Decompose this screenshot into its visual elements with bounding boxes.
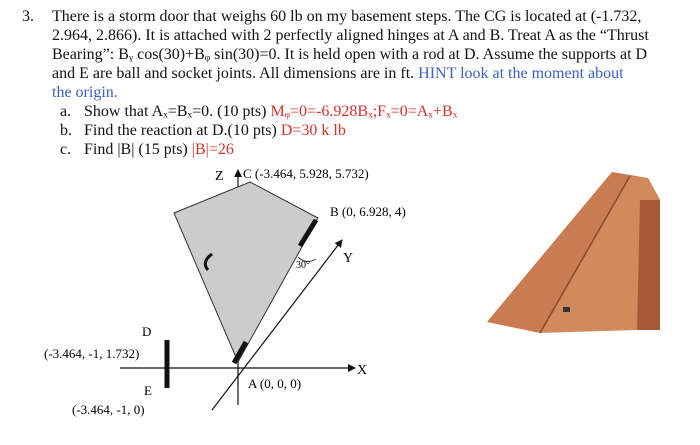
part-b-label: b. bbox=[60, 122, 72, 139]
point-E-coords: (-3.464, -1, 0) bbox=[72, 402, 145, 417]
part-b-text: Find the reaction at D.(10 pts) bbox=[84, 122, 281, 139]
part-a-label: a. bbox=[60, 103, 72, 120]
point-A-label: A (0, 0, 0) bbox=[248, 376, 302, 391]
hint-text: HINT look at the moment about bbox=[418, 65, 624, 82]
problem-number: 3. bbox=[22, 8, 34, 25]
point-C-label: C (-3.464, 5.928, 5.732) bbox=[243, 166, 369, 181]
point-D-coords: (-3.464, -1, 1.732) bbox=[44, 346, 140, 361]
point-B-label: B (0, 6.928, 4) bbox=[330, 204, 406, 219]
door-panel bbox=[174, 182, 318, 362]
storm-door-photo bbox=[487, 172, 660, 333]
part-a-text: Show that Aₓ=Bₓ=0. (10 pts) bbox=[84, 103, 271, 120]
point-E-label: E bbox=[144, 383, 152, 398]
x-axis-label: X bbox=[357, 363, 368, 378]
part-c-label: c. bbox=[60, 141, 72, 158]
problem-line-2: 2.964, 2.866). It is attached with 2 perfectly aligned hinges at A and B. Treat A as the “Thrust bbox=[52, 27, 649, 44]
point-D-label: D bbox=[142, 324, 152, 339]
problem-line-1: There is a storm door that weighs 60 lb on my basement steps. The CG is located at (-1.732, bbox=[52, 8, 642, 25]
problem-line-4-text: and E are ball and socket joints. All dimensions are in ft. bbox=[52, 65, 419, 82]
door-photo-side bbox=[637, 200, 660, 330]
problem-line-3: Bearing”: Bᵧ cos(30)+Bᵩ sin(30)=0. It is held open with a rod at D. Assume the supports at D bbox=[52, 46, 648, 63]
z-axis-label: Z bbox=[215, 169, 224, 184]
door-photo-handle bbox=[563, 307, 570, 312]
y-axis-label: Y bbox=[343, 251, 354, 266]
part-c-answer: |B|=26 bbox=[191, 141, 234, 158]
part-c-text: Find |B| (15 pts) bbox=[84, 141, 192, 158]
part-a-answer: Mᵩ=0=-6.928Bₓ;Fₓ=0=Aₓ+Bₓ bbox=[270, 103, 458, 120]
hint-continued: the origin. bbox=[52, 84, 118, 101]
angle-label: 30° bbox=[296, 260, 310, 271]
part-b-answer: D=30 k lb bbox=[280, 122, 346, 139]
